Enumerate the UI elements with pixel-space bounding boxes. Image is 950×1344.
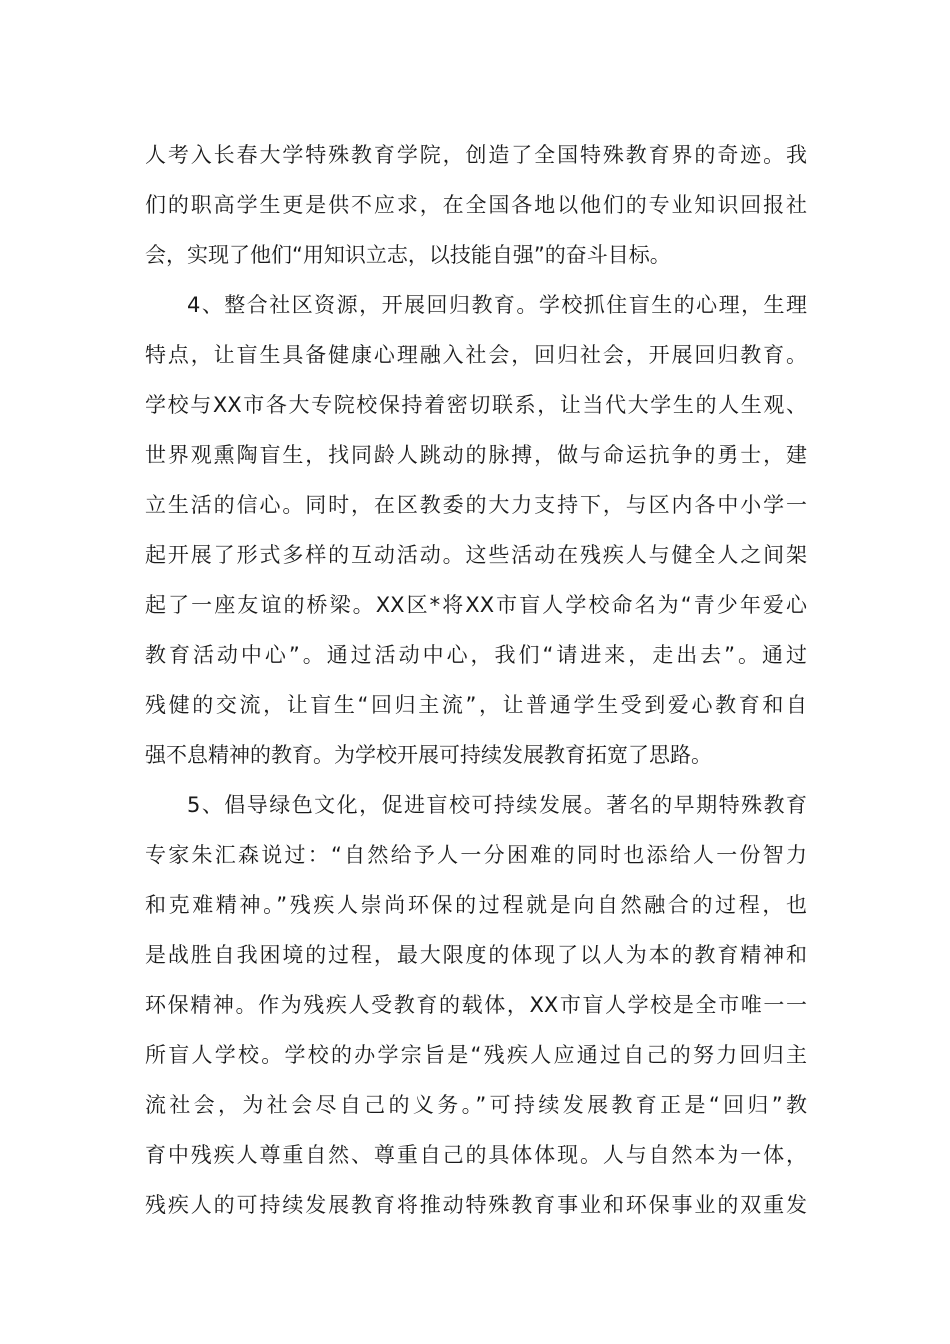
text-line: 学校与XX市各大专院校保持着密切联系，让当代大学生的人生观、	[145, 393, 807, 417]
text-line: 人考入长春大学特殊教育学院，创造了全国特殊教育界的奇迹。我	[145, 143, 807, 167]
document-body	[145, 130, 807, 1230]
text-line: 流社会，为社会尽自己的义务。”可持续发展教育正是“回归”教	[145, 1093, 807, 1117]
text-line: 会，实现了他们“用知识立志，以技能自强”的奋斗目标。	[145, 243, 671, 267]
text-line: 是战胜自我困境的过程，最大限度的体现了以人为本的教育精神和	[145, 943, 807, 967]
text-line: 特点，让盲生具备健康心理融入社会，回归社会，开展回归教育。	[145, 343, 807, 367]
text-line: 残健的交流，让盲生“回归主流”，让普通学生受到爱心教育和自	[145, 693, 807, 717]
text-line: 育中残疾人尊重自然、尊重自己的具体体现。人与自然本为一体，	[145, 1143, 807, 1167]
text-line: 立生活的信心。同时，在区教委的大力支持下，与区内各中小学一	[145, 493, 807, 517]
paragraph-5-start: 5、倡导绿色文化，促进盲校可持续发展。著名的早期特殊教育	[187, 793, 807, 817]
text-line: 起开展了形式多样的互动活动。这些活动在残疾人与健全人之间架	[145, 543, 807, 567]
text-line: 和克难精神。”残疾人崇尚环保的过程就是向自然融合的过程，也	[145, 893, 807, 917]
text-line: 环保精神。作为残疾人受教育的载体，XX市盲人学校是全市唯一一	[145, 993, 807, 1017]
text-line: 起了一座友谊的桥梁。XX区*将XX市盲人学校命名为“青少年爱心	[145, 593, 807, 617]
text-line: 残疾人的可持续发展教育将推动特殊教育事业和环保事业的双重发	[145, 1193, 807, 1217]
text-line: 世界观熏陶盲生，找同龄人跳动的脉搏，做与命运抗争的勇士，建	[145, 443, 807, 467]
paragraph-4-start: 4、整合社区资源，开展回归教育。学校抓住盲生的心理，生理	[187, 293, 807, 317]
text-line: 专家朱汇森说过：“自然给予人一分困难的同时也添给人一份智力	[145, 843, 807, 867]
text-line: 教育活动中心”。通过活动中心，我们“请进来，走出去”。通过	[145, 643, 807, 667]
text-line: 们的职高学生更是供不应求，在全国各地以他们的专业知识回报社	[145, 193, 807, 217]
text-line: 强不息精神的教育。为学校开展可持续发展教育拓宽了思路。	[145, 743, 712, 767]
text-line: 所盲人学校。学校的办学宗旨是“残疾人应通过自己的努力回归主	[145, 1043, 807, 1067]
